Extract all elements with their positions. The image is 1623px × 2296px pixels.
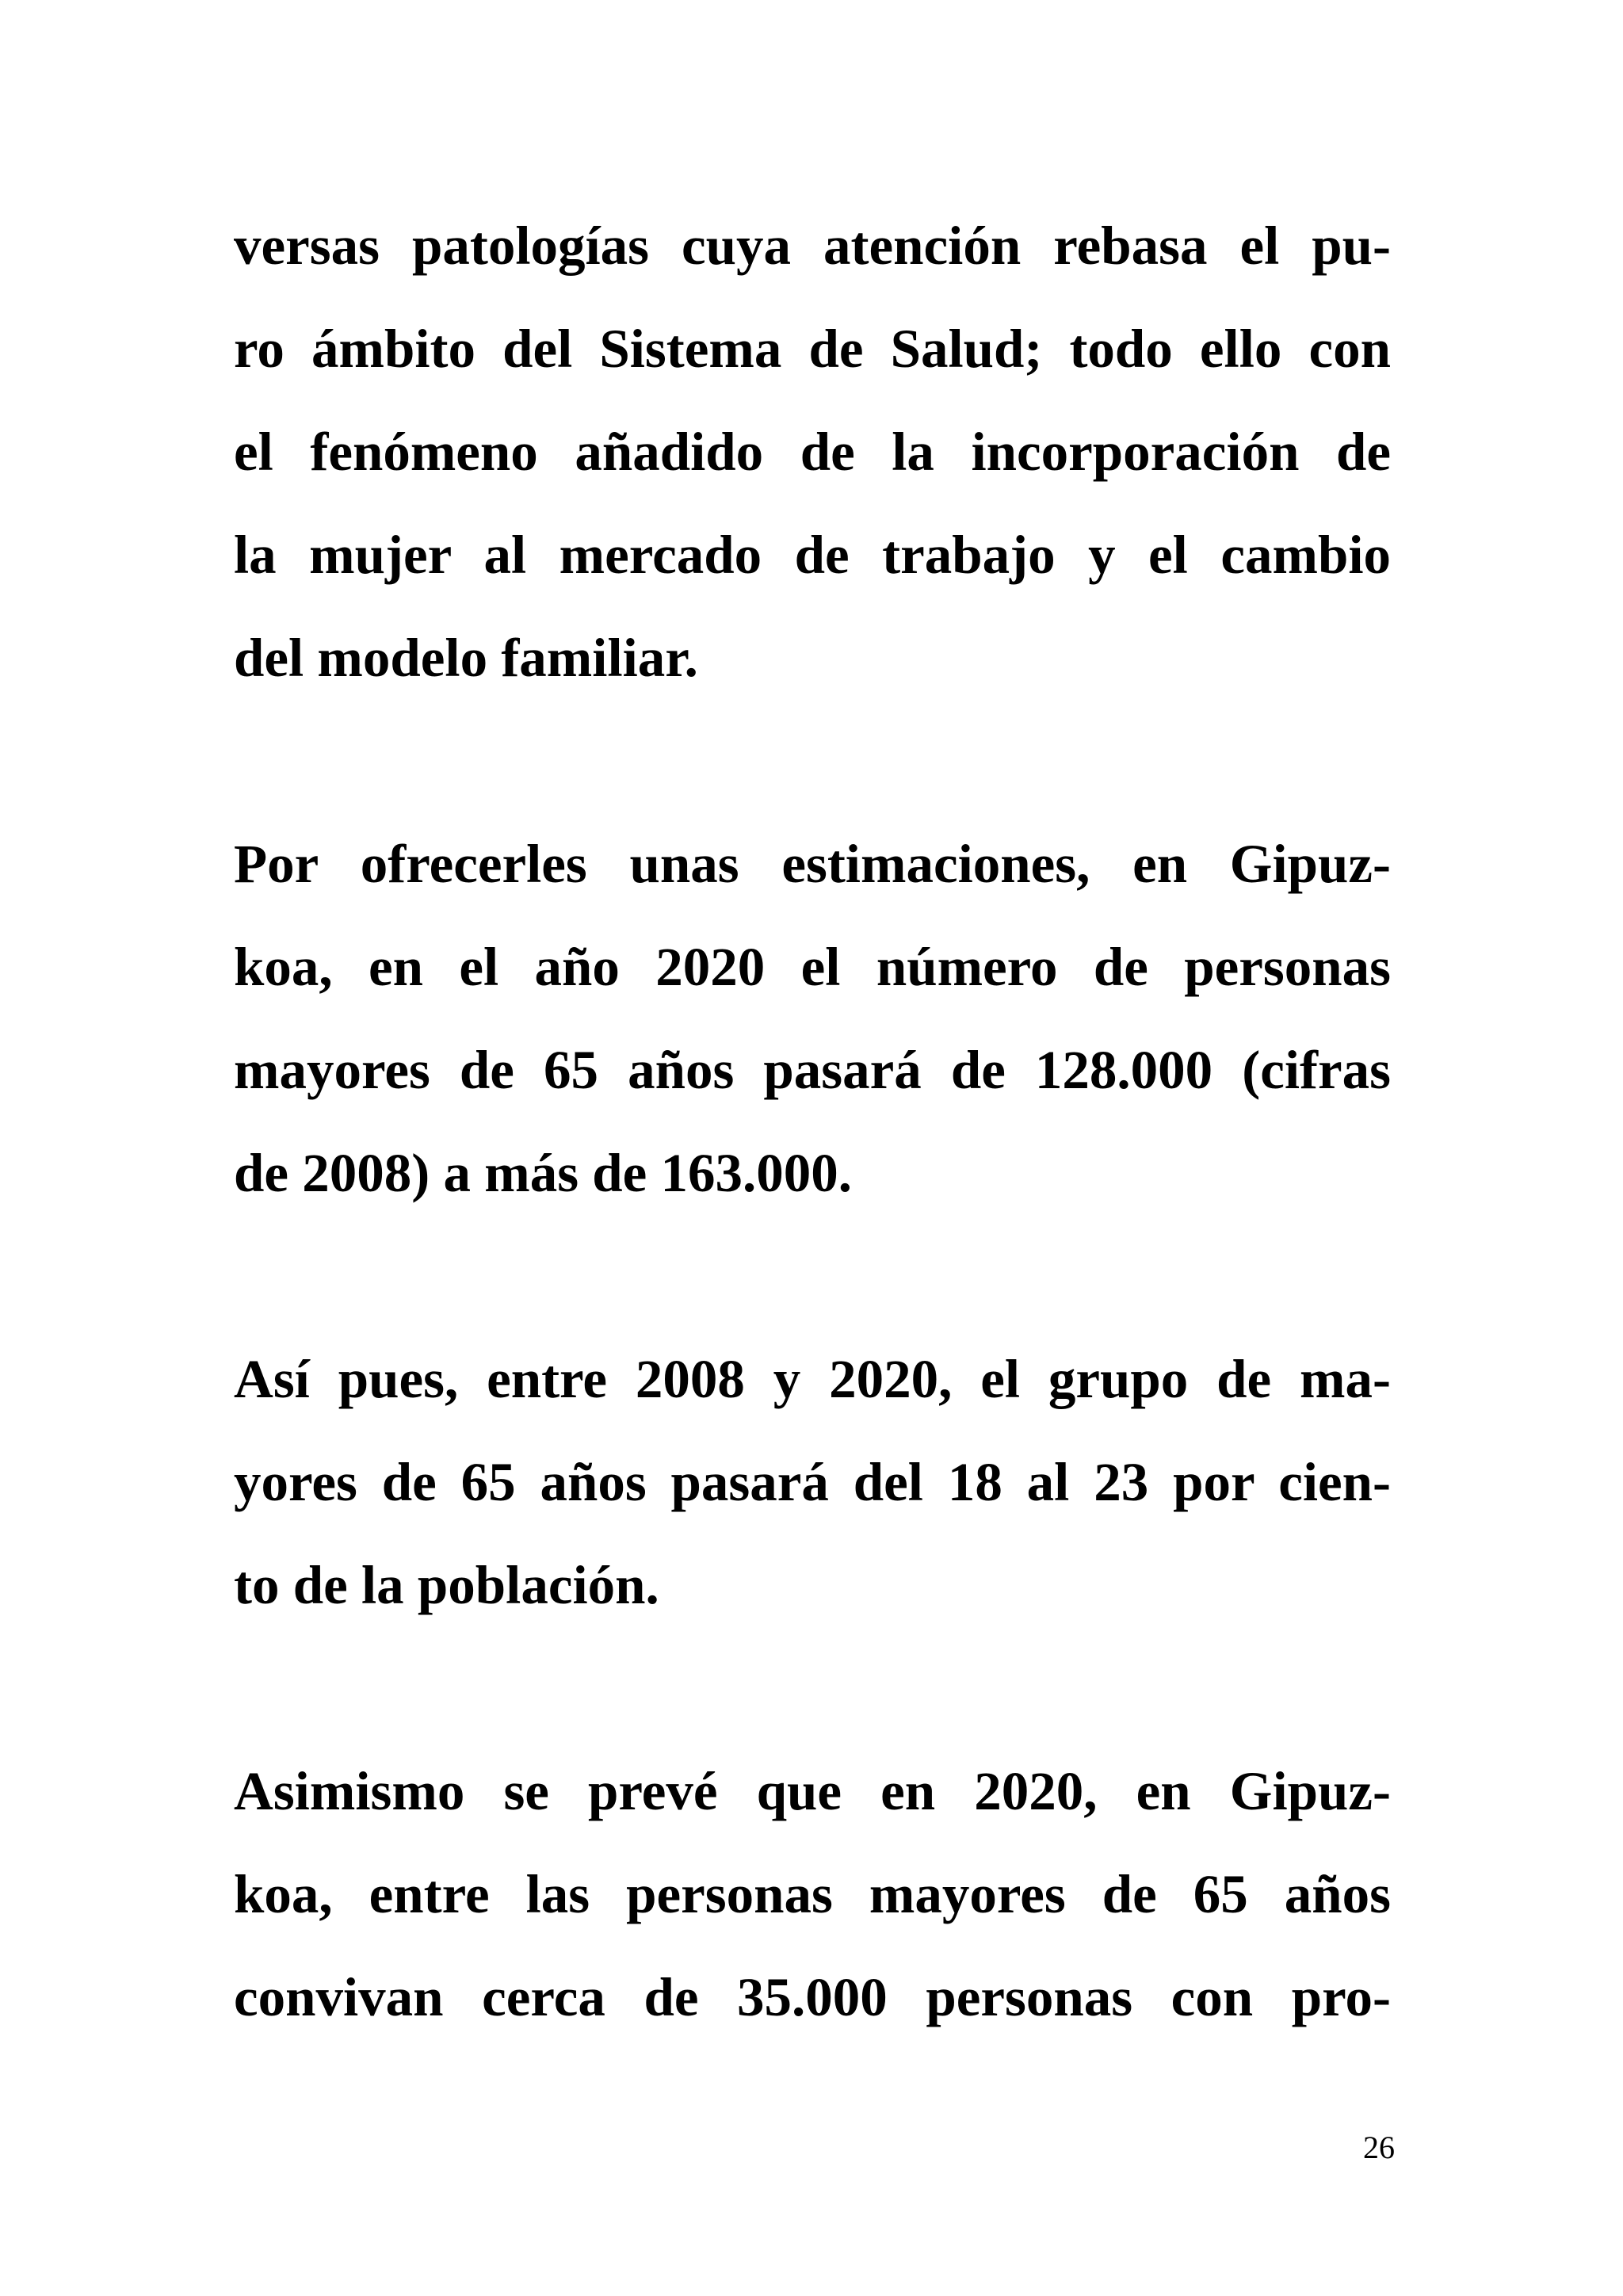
text-line: versas patologías cuya atención rebasa el pu- [234, 216, 1391, 276]
text-line: del modelo familiar. [234, 628, 698, 688]
text-line: la mujer al mercado de trabajo y el cambio [234, 525, 1391, 585]
text-line: el fenómeno añadido de la incorporación de [234, 422, 1391, 482]
text-line: Por ofrecerles unas estimaciones, en Gipuz- [234, 834, 1391, 894]
text-line: Asimismo se prevé que en 2020, en Gipuz- [234, 1761, 1391, 1821]
paragraph-4 [234, 1740, 1391, 2049]
paragraph-1 [234, 194, 1391, 709]
text-line: yores de 65 años pasará del 18 al 23 por cien- [234, 1452, 1391, 1512]
text-line: Así pues, entre 2008 y 2020, el grupo de ma- [234, 1349, 1391, 1409]
text-line: de 2008) a más de 163.000. [234, 1143, 853, 1203]
text-line: to de la población. [234, 1555, 659, 1615]
paragraph-2 [234, 812, 1391, 1224]
text-line: ro ámbito del Sistema de Salud; todo ello con [234, 319, 1391, 379]
text-line: koa, en el año 2020 el número de personas [234, 937, 1391, 997]
text-line: koa, entre las personas mayores de 65 años [234, 1864, 1391, 1924]
paragraph-3 [234, 1328, 1391, 1637]
text-line: mayores de 65 años pasará de 128.000 (cifras [234, 1040, 1391, 1100]
text-line: convivan cerca de 35.000 personas con pro- [234, 1967, 1391, 2027]
body-text [234, 194, 1391, 2152]
page-number: 26 [1363, 2130, 1395, 2165]
